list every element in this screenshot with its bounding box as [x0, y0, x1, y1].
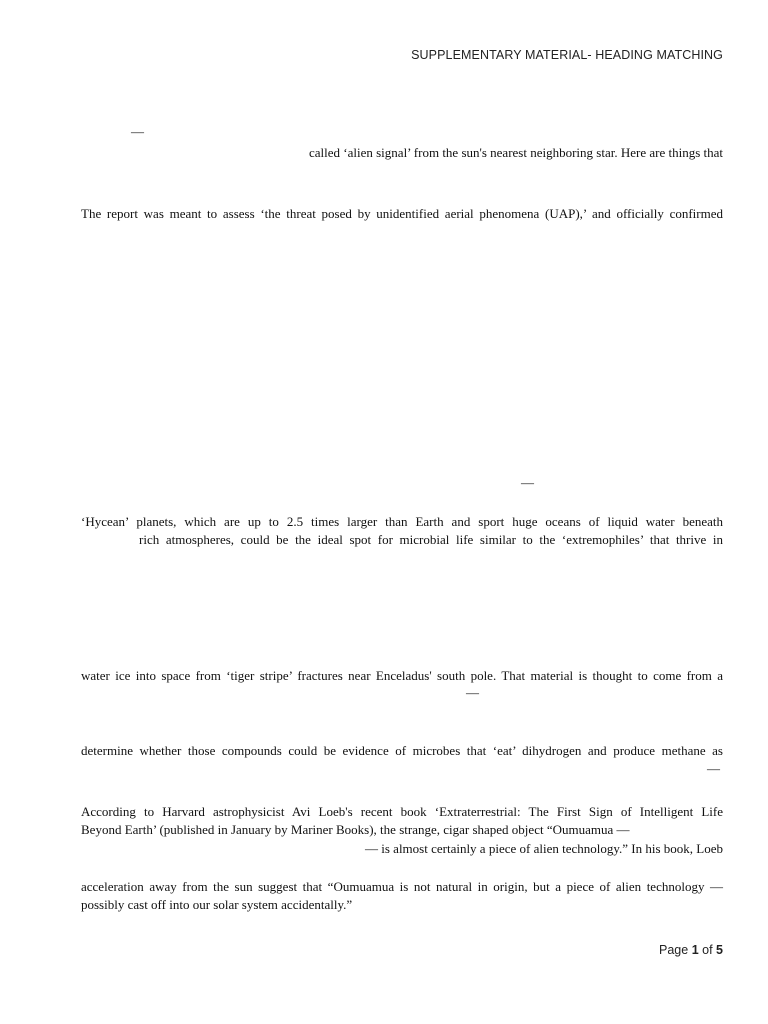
text-line: determine whether those compounds could be evidence of microbes that ‘eat’ dihydrogen and produce methane as: [81, 743, 723, 758]
text-line: called ‘alien signal’ from the sun's nearest neighboring star. Here are things that: [309, 145, 723, 160]
em-dash-fragment: —: [521, 475, 534, 490]
of-label: of: [702, 943, 713, 957]
em-dash-fragment: —: [131, 124, 144, 139]
em-dash-fragment: —: [707, 761, 720, 776]
page-header-title: SUPPLEMENTARY MATERIAL- HEADING MATCHING: [411, 48, 723, 62]
current-page-number: 1: [691, 943, 699, 957]
text-line: rich atmospheres, could be the ideal spot for microbial life similar to the ‘extremophiles’ that thrive in: [139, 532, 723, 547]
text-line: possibly cast off into our solar system accidentally.”: [81, 897, 353, 912]
total-pages-number: 5: [716, 943, 723, 957]
page-label: Page: [659, 943, 689, 957]
text-line: The report was meant to assess ‘the threat posed by unidentified aerial phenomena (UAP),’ and officially confirmed: [81, 206, 723, 221]
text-line: Beyond Earth’ (published in January by Mariner Books), the strange, cigar shaped object “Oumuamua —: [81, 822, 630, 837]
text-line: water ice into space from ‘tiger stripe’ fractures near Enceladus' south pole. That material is thought to come from a: [81, 668, 723, 683]
em-dash-fragment: —: [466, 685, 479, 700]
text-line: According to Harvard astrophysicist Avi Loeb's recent book ‘Extraterrestrial: The First Sign of Intelligent Life: [81, 804, 723, 819]
page-number-footer: [659, 943, 723, 957]
text-line: — is almost certainly a piece of alien technology.” In his book, Loeb: [365, 841, 723, 856]
text-line: acceleration away from the sun suggest that “Oumuamua is not natural in origin, but a piece of alien technology —: [81, 879, 723, 894]
text-line: ‘Hycean’ planets, which are up to 2.5 times larger than Earth and sport huge oceans of liquid water beneath: [81, 514, 723, 529]
